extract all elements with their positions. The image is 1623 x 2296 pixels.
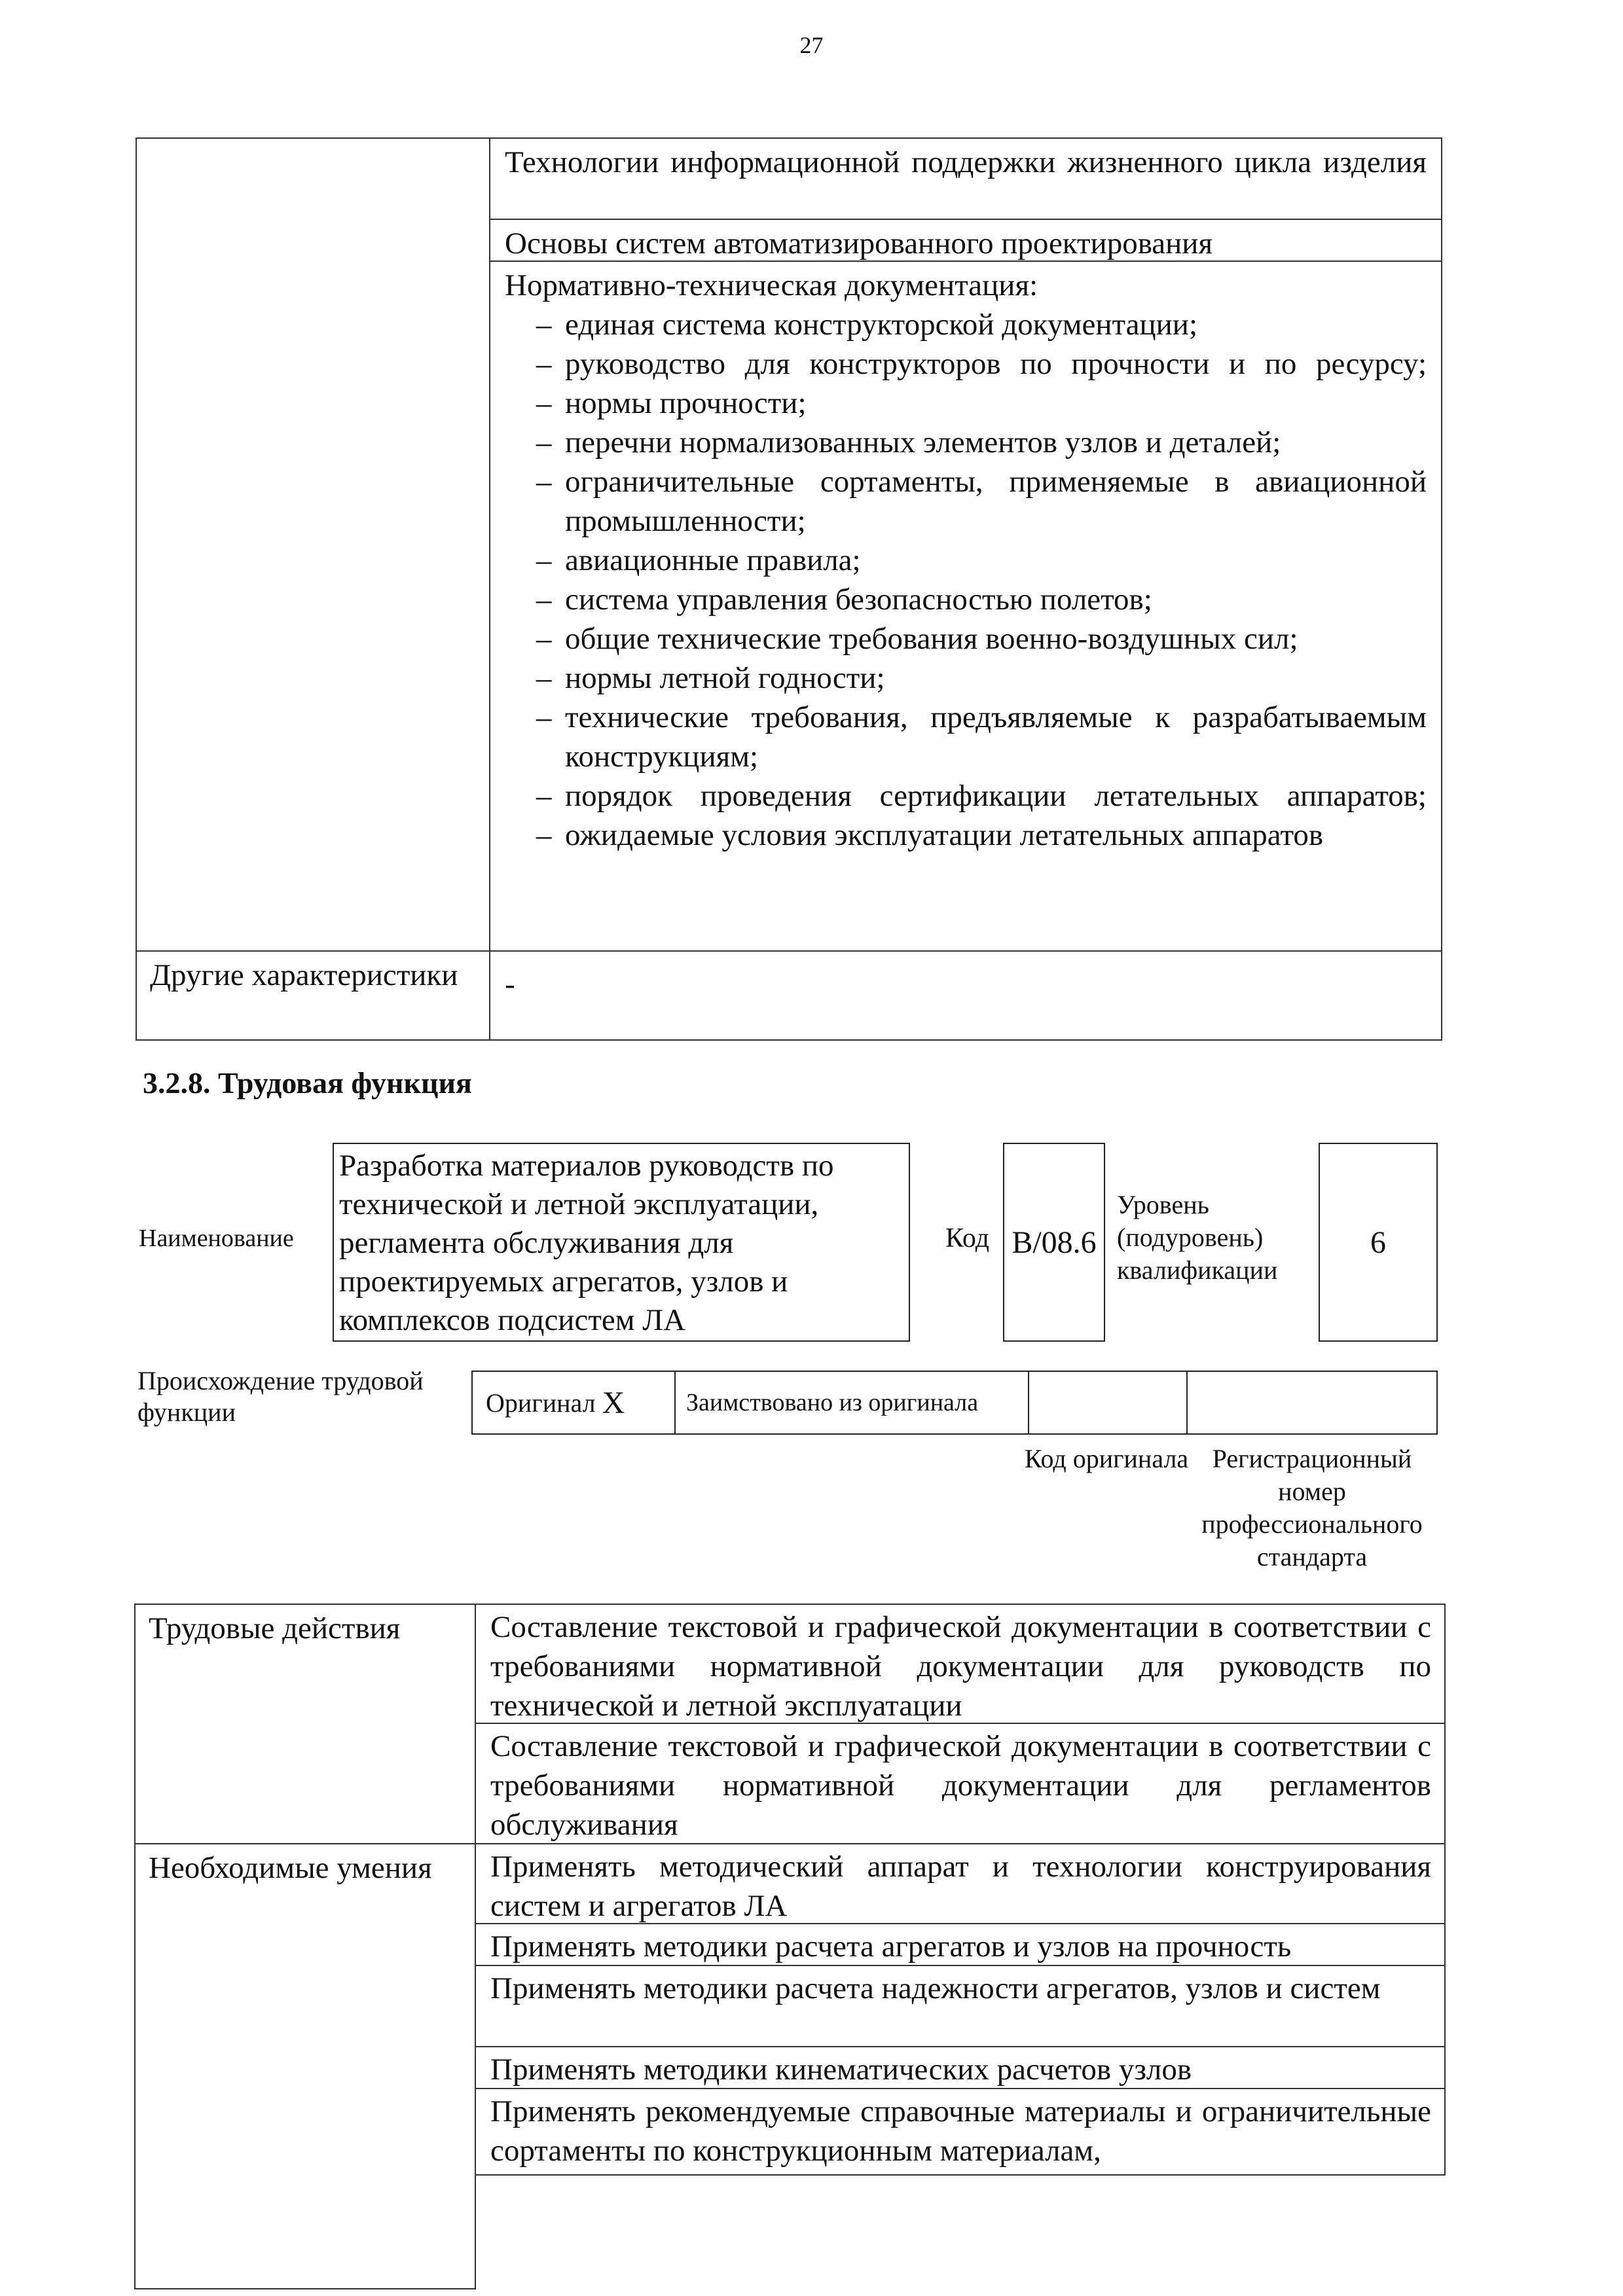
borrowed-cell: Заимствовано из оригинала [676,1372,1029,1433]
other-characteristics-value: - [489,950,1442,1041]
reg-number-caption: Регистрационный номер профессионального стандарта [1201,1444,1423,1571]
original-mark: X [602,1385,625,1420]
skill-text: Применять методики расчета агрегатов и узлов на прочность [490,1929,1292,1964]
knowledge-row-text: Основы систем автоматизированного проектирования [505,226,1213,260]
original-code-caption: Код оригинала [1024,1444,1189,1473]
list-item: – руководство для конструкторов по прочности и по ресурсу; [536,347,1427,381]
skill-text: Применять рекомендуемые справочные материалы и ограничительные сортаменты по конструкционным материалам, [490,2094,1431,2168]
original-label: Оригинал [486,1388,596,1418]
name-label: Наименование [139,1225,294,1252]
reg-number-cell [1188,1372,1436,1433]
level-value-box: 6 [1319,1143,1438,1342]
list-item: – технические требования, предъявляемые к разрабатываемым конструкциям; [536,700,1427,774]
function-name-box: Разработка материалов руководств по технической и летной эксплуатации, регламента обслуживания для проектируемых агрегатов, узлов и комплексов подсистем ЛА [333,1143,910,1342]
actions-label: Трудовые действия [134,1604,476,1844]
normative-docs-cell [490,262,1441,952]
skill-row [475,1923,1446,1966]
skill-row [475,2088,1446,2176]
list-item: – общие технические требования военно-воздушных сил; [536,622,1298,656]
code-label: Код [945,1223,990,1253]
action-text: Составление текстовой и графической документации в соответствии с требованиями нормативной документации для регламентов обслуживания [490,1729,1431,1842]
actions-table [134,1604,1446,2289]
knowledge-content-cell [489,137,1442,952]
list-item: – нормы летной годности; [536,661,885,695]
original-code-cell [1029,1372,1188,1433]
page-number: 27 [799,32,824,58]
action-row [475,1604,1446,1724]
knowledge-table [136,137,1442,1041]
list-item: – ожидаемые условия эксплуатации летательных аппаратов [536,818,1324,852]
skill-text: Применять методики кинематических расчетов узлов [490,2053,1192,2087]
section-title: 3.2.8. Трудовая функция [143,1066,472,1100]
list-item: – ограничительные сортаменты, применяемые в авиационной промышленности; [536,465,1427,538]
action-text: Составление текстовой и графической документации в соответствии с требованиями нормативной документации для руководств по технической и летной эксплуатации [490,1610,1431,1723]
origin-label: Происхождение трудовой функции [137,1366,424,1427]
skill-row [475,1965,1446,2047]
action-row [475,1723,1446,1844]
knowledge-row [490,139,1441,220]
skill-row [475,2046,1446,2089]
list-item: – система управления безопасностью полетов; [536,583,1152,617]
skills-label: Необходимые умения [134,1843,476,2289]
other-characteristics-label: Другие характеристики [136,950,490,1041]
code-value-box: B/08.6 [1003,1143,1105,1342]
skill-row [475,1843,1446,1924]
normative-heading: Нормативно-техническая документация: [505,268,1038,302]
knowledge-label-cell [136,137,490,952]
list-item: – порядок проведения сертификации летательных аппаратов; [536,779,1427,813]
origin-table [471,1371,1438,1435]
list-item: – перечни нормализованных элементов узлов и деталей; [536,425,1281,459]
level-label: Уровень (подуровень) квалификации [1117,1190,1278,1285]
skill-text: Применять методики расчета надежности агрегатов, узлов и систем [490,1971,1381,2005]
original-cell [473,1372,676,1433]
list-item: – авиационные правила; [536,543,861,577]
knowledge-row-text: Технологии информационной поддержки жизненного цикла изделия [505,145,1427,179]
knowledge-row [490,220,1441,262]
list-item: – единая система конструкторской документации; [536,308,1198,342]
list-item: – нормы прочности; [536,386,807,420]
skill-text: Применять методический аппарат и технологии конструирования систем и агрегатов ЛА [490,1850,1431,1923]
